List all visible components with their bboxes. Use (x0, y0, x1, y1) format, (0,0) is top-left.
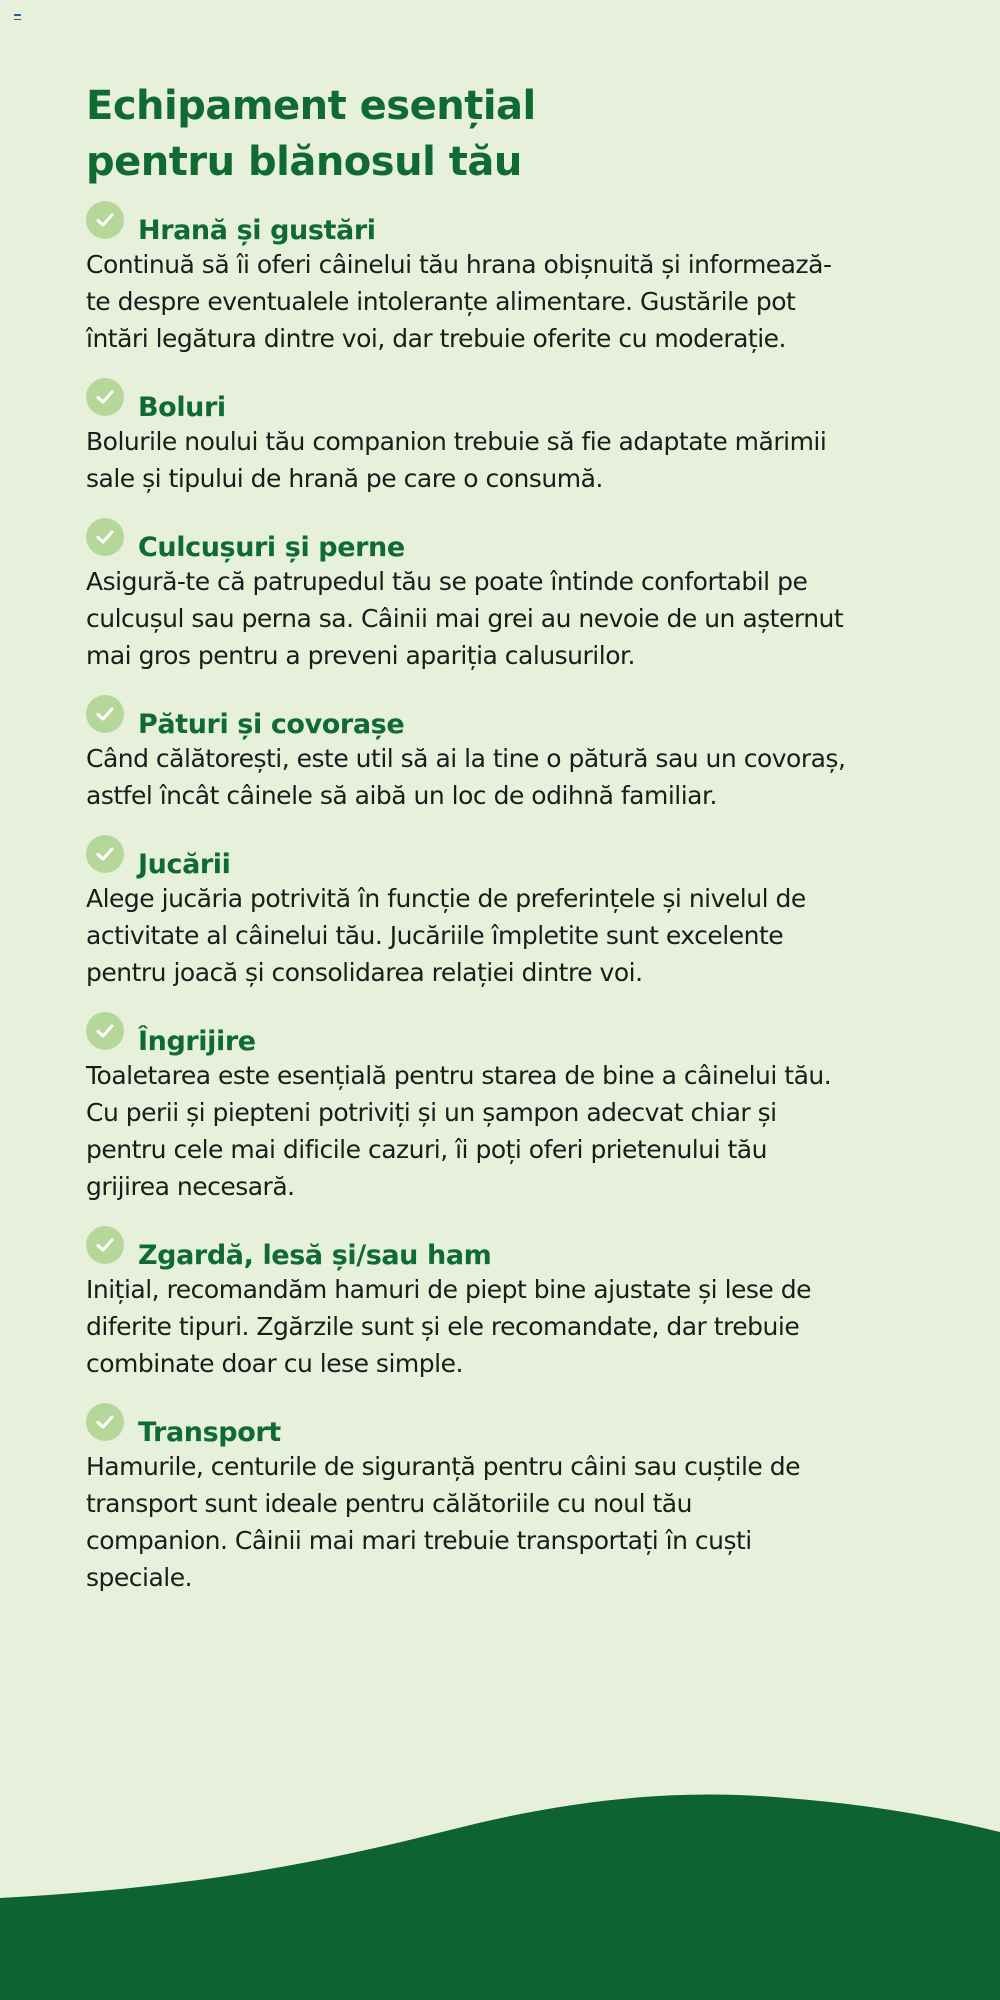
section-header (86, 840, 966, 880)
section-header (86, 523, 966, 563)
check-circle-icon (86, 201, 124, 239)
section-header (86, 383, 966, 423)
check-circle-icon (86, 1226, 124, 1264)
section-text: Asigură-te că patrupedul tău se poate întinde confortabil pe culcușul sau perna sa. Câinii mai grei au nevoie de un așternut mai gros pentru a preveni apariția calusurilor. (86, 567, 844, 670)
check-circle-icon (86, 518, 124, 556)
footer-wave (0, 1780, 1000, 2000)
section-text: Bolurile noului tău companion trebuie să fie adaptate mărimii sale și tipului de hrană pe care o consumă. (86, 427, 827, 493)
section-item (86, 523, 966, 674)
section-text: Toaletarea este esențială pentru starea de bine a câinelui tău. Cu perii și piepteni potriviți și un șampon adecvat chiar și pentru cele mai dificile cazuri, îi poți oferi prietenului tău grijirea necesară. (86, 1061, 832, 1201)
section-text: Continuă să îi oferi câinelui tău hrana obișnuită și informează- te despre eventualele intoleranțe alimentare. Gustările pot întări legătura dintre voi, dar trebuie oferite cu moderație. (86, 250, 832, 353)
section-text: Alege jucăria potrivită în funcție de preferințele și nivelul de activitate al câinelui tău. Jucăriile împletite sunt excelente pentru joacă și consolidarea relației dintre voi. (86, 884, 806, 987)
check-circle-icon (86, 1403, 124, 1441)
check-circle-icon (86, 1012, 124, 1050)
check-circle-icon (86, 378, 124, 416)
section-heading: Zgardă, lesă și/sau ham (138, 1239, 492, 1271)
section-item (86, 206, 966, 357)
section-heading: Transport (138, 1416, 281, 1448)
section-heading: Culcușuri și perne (138, 531, 405, 563)
section-heading: Hrană și gustări (138, 214, 376, 246)
section-header (86, 700, 966, 740)
section-header (86, 1231, 966, 1271)
section-header (86, 1017, 966, 1057)
section-item (86, 1017, 966, 1205)
section-heading: Pături și covorașe (138, 708, 405, 740)
section-item (86, 383, 966, 497)
footer-wave-shape (0, 1794, 1000, 2000)
section-heading: Boluri (138, 391, 226, 423)
section-item (86, 1231, 966, 1382)
section-text: Inițial, recomandăm hamuri de piept bine ajustate și lese de diferite tipuri. Zgărzile sunt și ele recomandate, dar trebuie combinate doar cu lese simple. (86, 1275, 811, 1378)
menu-icon[interactable] (14, 14, 21, 20)
sections-list (86, 206, 966, 1596)
check-circle-icon (86, 835, 124, 873)
section-text: Hamurile, centurile de siguranță pentru câini sau cuștile de transport sunt ideale pentru călătoriile cu noul tău companion. Câinii mai mari trebuie transportați în cuști speciale. (86, 1452, 801, 1592)
section-header (86, 206, 966, 246)
section-text: Când călătorești, este util să ai la tine o pătură sau un covoraș, astfel încât câinele să aibă un loc de odihnă familiar. (86, 744, 846, 810)
section-heading: Îngrijire (138, 1025, 256, 1057)
section-item (86, 1408, 966, 1596)
section-header (86, 1408, 966, 1448)
article (86, 78, 966, 1596)
check-circle-icon (86, 695, 124, 733)
section-item (86, 700, 966, 814)
section-heading: Jucării (138, 848, 231, 880)
section-item (86, 840, 966, 991)
page-title: Echipament esențial pentru blănosul tău (86, 83, 536, 185)
